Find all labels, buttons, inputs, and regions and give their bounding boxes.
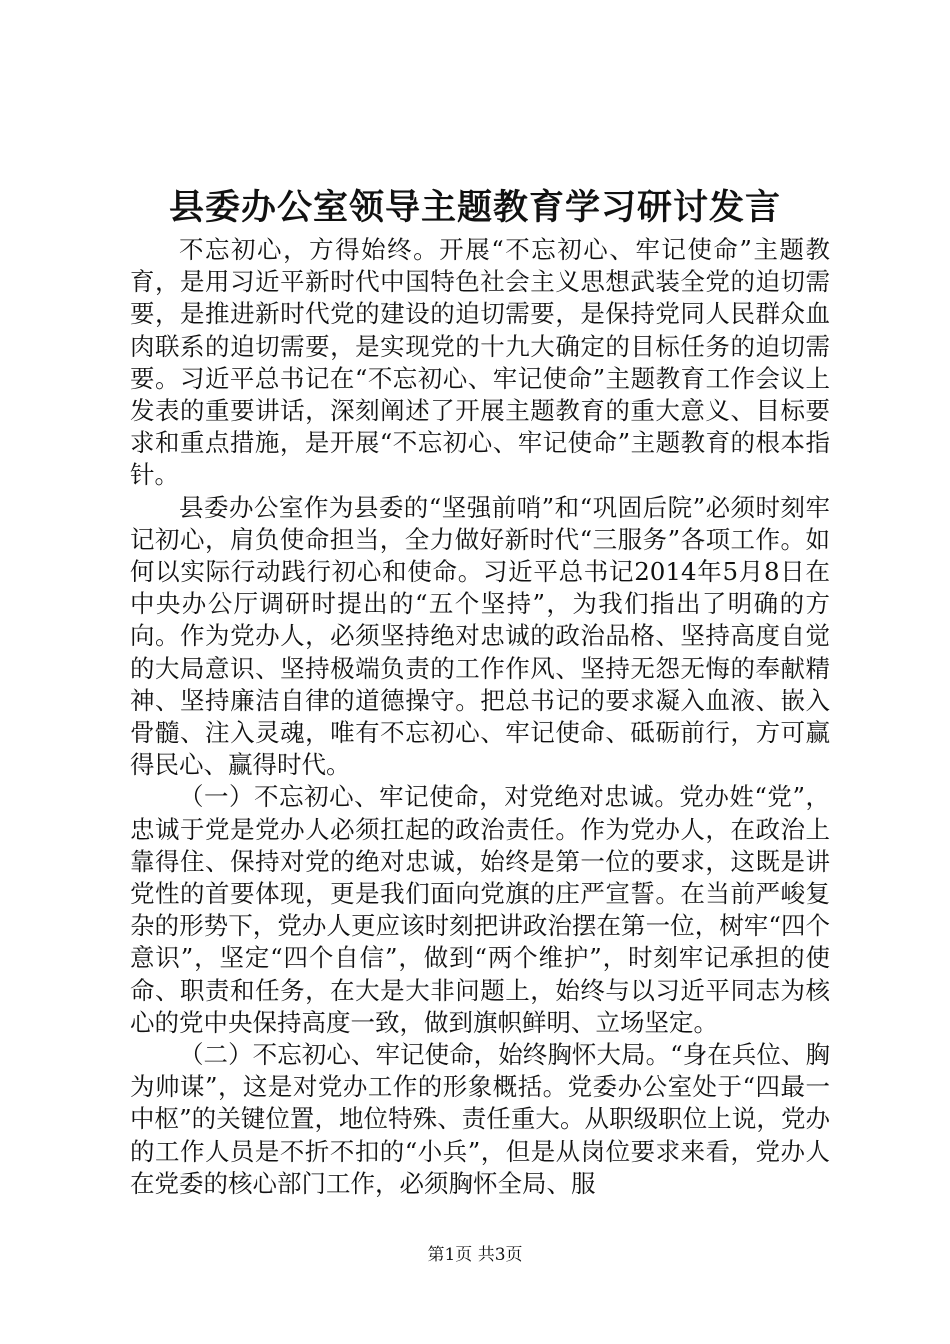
paragraph-section-two: （二）不忘初心、牢记使命，始终胸怀大局。“身在兵位、胸为帅谋”，这是对党办工作的形象概括。党委办公室处于“四最一中枢”的关键位置，地位特殊、责任重大。从职级职位上说，党办的工作人员是不折不扣的“小兵”，但是从岗位要求来看，党办人在党委的核心部门工作，必须胸怀全局、服: [130, 1040, 830, 1198]
paragraph-intro: 不忘初心，方得始终。开展“不忘初心、牢记使命”主题教育，是用习近平新时代中国特色社会主义思想武装全党的迫切需要，是推进新时代党的建设的迫切需要，是保持党同人民群众血肉联系的迫切需要，是实现党的十九大确定的目标任务的迫切需要。习近平总书记在“不忘初心、牢记使命”主题教育工作会议上发表的重要讲话，深刻阐述了开展主题教育的重大意义、目标要求和重点措施，是开展“不忘初心、牢记使命”主题教育的根本指针。: [130, 235, 830, 490]
paragraph-office-role: 县委办公室作为县委的“坚强前哨”和“巩固后院”必须时刻牢记初心，肩负使命担当，全力做好新时代“三服务”各项工作。如何以实际行动践行初心和使命。习近平总书记2014年5月8日在中央办公厅调研时提出的“五个坚持”，为我们指出了明确的方向。作为党办人，必须坚持绝对忠诚的政治品格、坚持高度自觉的大局意识、坚持极端负责的工作作风、坚持无怨无悔的奉献精神、坚持廉洁自律的道德操守。把总书记的要求凝入血液、嵌入骨髓、注入灵魂，唯有不忘初心、牢记使命、砥砺前行，方可赢得民心、赢得时代。: [130, 492, 830, 780]
page-number-footer: 第1页 共3页: [427, 1245, 523, 1265]
paragraph-section-one: （一）不忘初心、牢记使命，对党绝对忠诚。党办姓“党”，忠诚于党是党办人必须扛起的政治责任。作为党办人，在政治上靠得住、保持对党的绝对忠诚，始终是第一位的要求，这既是讲党性的首要体现，更是我们面向党旗的庄严宣誓。在当前严峻复杂的形势下，党办人更应该时刻把讲政治摆在第一位，树牢“四个意识”，坚定“四个自信”，做到“两个维护”，时刻牢记承担的使命、职责和任务，在大是大非问题上，始终与以习近平同志为核心的党中央保持高度一致，做到旗帜鲜明、立场坚定。: [130, 782, 830, 1037]
document-body: [130, 234, 830, 1200]
document-title: 县委办公室领导主题教育学习研讨发言: [168, 187, 781, 228]
